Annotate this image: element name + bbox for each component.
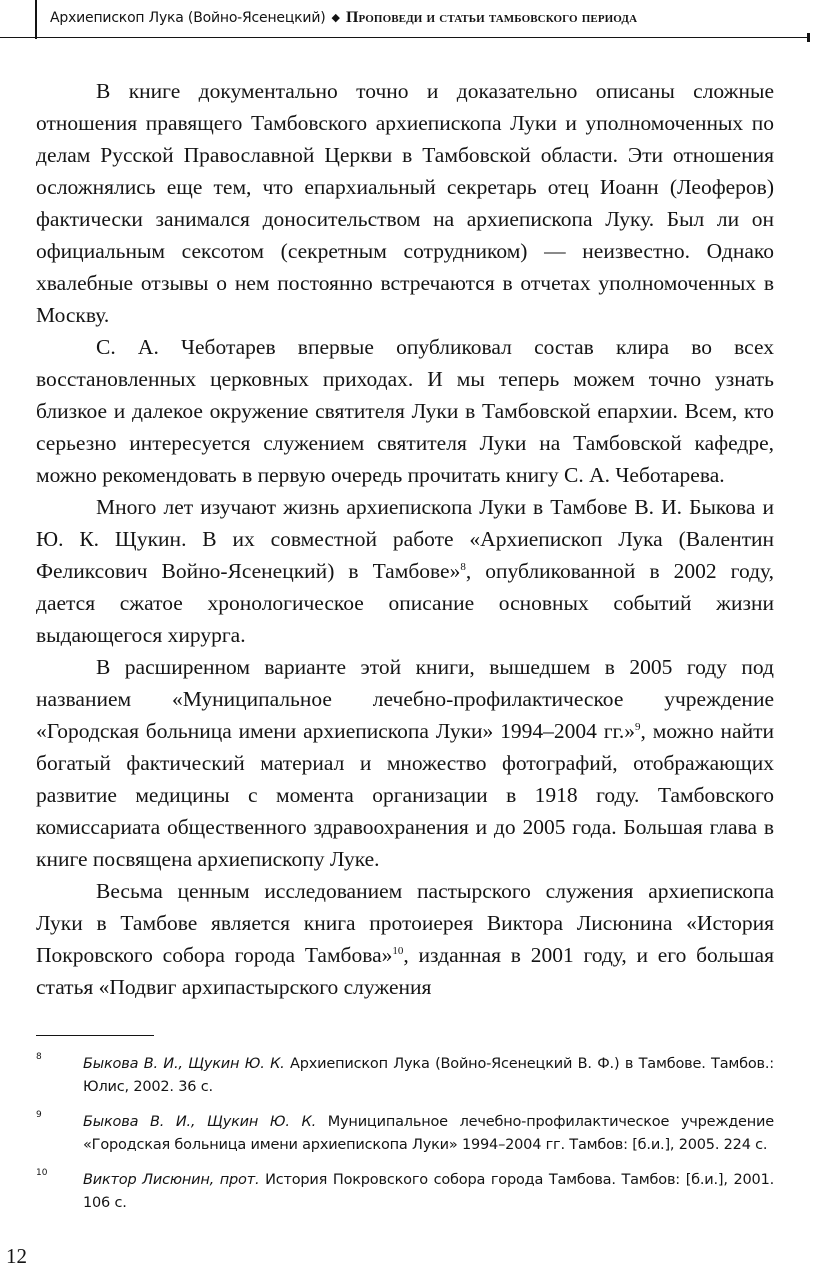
- paragraph-1: В книге документально точно и доказательно описаны сложные отношения правящего Тамбовского архиепископа Луки и уполномоченных по делам Русской Православной Церкви в Тамбовской области. Эти отношения осложнялись еще тем, что епархиальный секретарь отец Иоанн (Леоферов) фактически занимался доносительством на архиепископа Луку. Был ли он официальным сексотом (секретным сотрудником) — неизвестно. Однако хвалебные отзывы о нем постоянно встречаются в отчетах уполномоченных в Москву.: [36, 79, 774, 327]
- footnote-ref-9[interactable]: 9: [635, 720, 641, 733]
- header-rule-end-mark: [807, 33, 810, 42]
- paragraph-2: С. А. Чеботарев впервые опубликовал состав клира во всех восстановленных церковных приходах. И мы теперь можем точно узнать близкое и далекое окружение святителя Луки в Тамбовской епархии. Всем, кто серьезно интересуется служением святителя Луки на Тамбовской кафедре, можно рекомендовать в первую очередь прочитать книгу С. А. Чеботарева.: [36, 335, 774, 487]
- header-text: [50, 8, 637, 29]
- paragraph-5-text-end: , изданная в 2001 году, и его большая статья «Подвиг архипастырского служения: [36, 943, 774, 999]
- paragraph-3-text-end: , опубликованной в 2002 году, дается сжатое хронологическое описание основных событий жизни выдающегося хирурга.: [36, 559, 774, 647]
- paragraph-3-text-start: Много лет изучают жизнь архиепископа Луки в Тамбове В. И. Быкова и Ю. К. Щукин. В их совместной работе «Архиепископ Лука (Валентин Феликсович Войно-Ясенецкий) в Тамбове»: [36, 495, 774, 583]
- header-book-title: Проповеди и статьи тамбовского периода: [345, 9, 638, 26]
- footnote-authors: Виктор Лисюнин, прот.: [83, 1172, 260, 1188]
- footnote-text: [83, 1053, 774, 1099]
- footnote-citation: История Покровского собора города Тамбова. Тамбов: [б.и.], 2001. 106 с.: [83, 1172, 775, 1211]
- footnote-ref-8[interactable]: 8: [460, 560, 466, 573]
- running-header: [0, 0, 816, 44]
- footnote-8: [36, 1053, 774, 1099]
- paragraph-4-text-start: В расширенном варианте этой книги, вышедшем в 2005 году под названием «Муниципальное лечебно-профилактическое учреждение «Городская больница имени архиепископа Луки» 1994–2004 гг.»: [36, 655, 774, 743]
- footnote-number: 10: [36, 1168, 48, 1178]
- footnotes: [36, 1053, 774, 1227]
- main-text: [36, 75, 774, 1003]
- footnote-citation: Архиепископ Лука (Войно-Ясенецкий В. Ф.) в Тамбове. Тамбов.: Юлис, 2002. 36 с.: [83, 1056, 774, 1095]
- footnote-10: [36, 1169, 774, 1215]
- footnote-number: 9: [36, 1110, 42, 1120]
- footnote-text: [83, 1169, 774, 1215]
- paragraph-4-text-end: , можно найти богатый фактический материал и множество фотографий, отображающих развитие медицины с момента организации в 1918 году. Тамбовского комиссариата общественного здравоохранения и до 2005 года. Большая глава в книге посвящена архиепископу Луке.: [36, 719, 774, 871]
- footnote-9: [36, 1111, 774, 1157]
- page-number: 12: [6, 1244, 27, 1268]
- footnote-separator: [36, 1035, 154, 1036]
- footnote-citation: Муниципальное лечебно-профилактическое учреждение «Городская больница имени архиепископа Луки» 1994–2004 гг. Тамбов: [б.и.], 2005. 224 с.: [83, 1114, 775, 1153]
- footnote-authors: Быкова В. И., Щукин Ю. К.: [83, 1114, 316, 1130]
- header-vertical-rule: [35, 0, 37, 39]
- footnote-authors: Быкова В. И., Щукин Ю. К.: [83, 1056, 285, 1072]
- footnote-text: [83, 1111, 774, 1157]
- paragraph-4: [36, 651, 774, 875]
- header-horizontal-rule: [0, 37, 809, 38]
- diamond-bullet-icon: ◆: [331, 12, 340, 24]
- footnote-ref-10[interactable]: 10: [392, 944, 404, 957]
- header-author: Архиепископ Лука (Войно-Ясенецкий): [50, 10, 326, 26]
- paragraph-5: [36, 875, 774, 1003]
- footnote-number: 8: [36, 1052, 42, 1062]
- paragraph-3: [36, 491, 774, 651]
- paragraph-5-text-start: Весьма ценным исследованием пастырского служения архиепископа Луки в Тамбове является книга протоиерея Виктора Лисюнина «История Покровского собора города Тамбова»: [36, 879, 774, 967]
